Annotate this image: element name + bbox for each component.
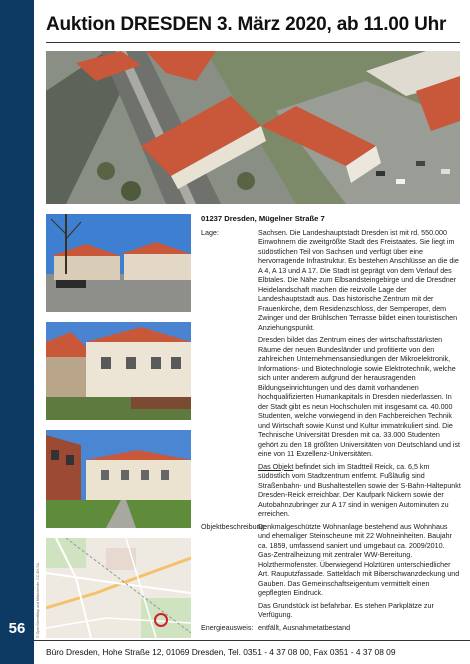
footer-divider: [34, 640, 470, 641]
objekt-paragraph: Denkmalgeschützte Wohnanlage bestehend aus Wohnhaus und ehemaliger Steinscheune mit 22 Wohneinheiten. Baujahr ca. 1859, umfassend saniert und umgebaut ca. 2009/2010. Gas-Zentralheizung mit zentraler WW-Bereitung. Holzthermofenster. Überwiegend Holztüren unterschiedlicher Art. Rauputzfassade. Satteldach mit Biberschwanzdeckung und Gauben. Das Gemeinschaftseigentum vermittelt einen gepflegten Eindruck.: [258, 522, 460, 597]
title-divider: [46, 42, 460, 43]
object-term: Das Objekt: [258, 462, 294, 471]
lage-paragraph: [258, 463, 461, 520]
energie-label: Energieausweis:: [201, 623, 254, 632]
street-photo-2: [46, 322, 191, 420]
objekt-row: [201, 523, 461, 624]
objekt-text: [258, 523, 461, 624]
lage-paragraph: Sachsen. Die Landeshauptstadt Dresden ist mit rd. 550.000 Einwohnern die zweitgrößte Stadt des Freistaates. Sie liegt im südöstlichen Teil von Sachsen und verfügt über eine hervorragende Infrastruktur. Es bestehen Anschlüsse an die die A 4, A 13 und A 17. Die Stadt ist geprägt von dem Verlauf des Elbtales. Die Nähe zum Elbsandsteingebirge und die Dresdner Heidelandschaft machen die reizvolle Lage der Landeshauptstadt aus. Das historische Zentrum mit der Frauenkirche, dem Residenzschloss, der Semperoper, dem Zwinger und der Brühlschen Terrasse bildet einen touristischen Anziehungspunkt.: [258, 228, 459, 332]
location-map: [46, 538, 191, 638]
street-photo-3: [46, 430, 191, 528]
object-location-text: befindet sich im Stadtteil Reick, ca. 6,5 km südöstlich vom Stadtzentrum entfernt. Fußläufig sind Straßenbahn- und Bushaltestellen sowie der S-Bahn-Haltepunkt Dresden-Reick erreichbar. Der Kaufpark Nickern sowie der Autobahnzubringer zur A 17 sind in wenigen Autominuten zu erreichen.: [258, 462, 461, 518]
lage-paragraph: Dresden bildet das Zentrum eines der wirtschaftsstärksten Räume der neuen Bundesländer und profitierte von den zahlreichen Unternehmensansiedlungen der Mikroelektronik, Informations- und Biotechnologie sowie Elektrotechnik, welche sich unter anderem aufgrund der herausragenden Bildungseinrichtungen und des damit vorhandenen hochqualifizierten Humankapitals in Dresden niederlassen. In der Stadt gibt es neun Hochschulen mit insgesamt ca. 40.000 Studenten, welche vorwiegend in den Fachbereichen Technik und Wirtschaft sowie Kunst und Kultur immatrikuliert sind. Die Technische Universität Dresden mit ca. 33.000 Studenten gehört zu den 18 größten Universitäten von Deutschland und ist eine von 11 Exzellenz-Universitäten.: [258, 336, 461, 458]
page-sidebar: [0, 0, 34, 664]
map-location-marker: [155, 614, 167, 626]
aerial-photo: [46, 51, 460, 204]
map-credit: © OpenStreetMap und Mitwirkende, CC-BY-SA: [36, 562, 40, 638]
lage-text: [258, 229, 461, 523]
energie-value: entfällt, Ausnahmetatbestand: [258, 623, 351, 632]
page-number: 56: [8, 620, 26, 637]
page-title: Auktion DRESDEN 3. März 2020, ab 11.00 Uhr: [46, 14, 447, 35]
energie-row: [201, 624, 461, 634]
listing-details: [201, 214, 461, 633]
lage-label: Lage:: [201, 228, 219, 237]
office-footer: Büro Dresden, Hohe Straße 12, 01069 Dresden, Tel. 0351 - 4 37 08 00, Fax 0351 - 4 37 08 09: [46, 647, 396, 657]
property-address: 01237 Dresden, Mügelner Straße 7: [201, 214, 325, 223]
objekt-label: Objektbeschreibung:: [201, 522, 267, 531]
lage-row: [201, 229, 461, 523]
objekt-paragraph: Das Grundstück ist befahrbar. Es stehen Parkplätze zur Verfügung.: [258, 601, 434, 619]
street-photo-1: [46, 214, 191, 312]
